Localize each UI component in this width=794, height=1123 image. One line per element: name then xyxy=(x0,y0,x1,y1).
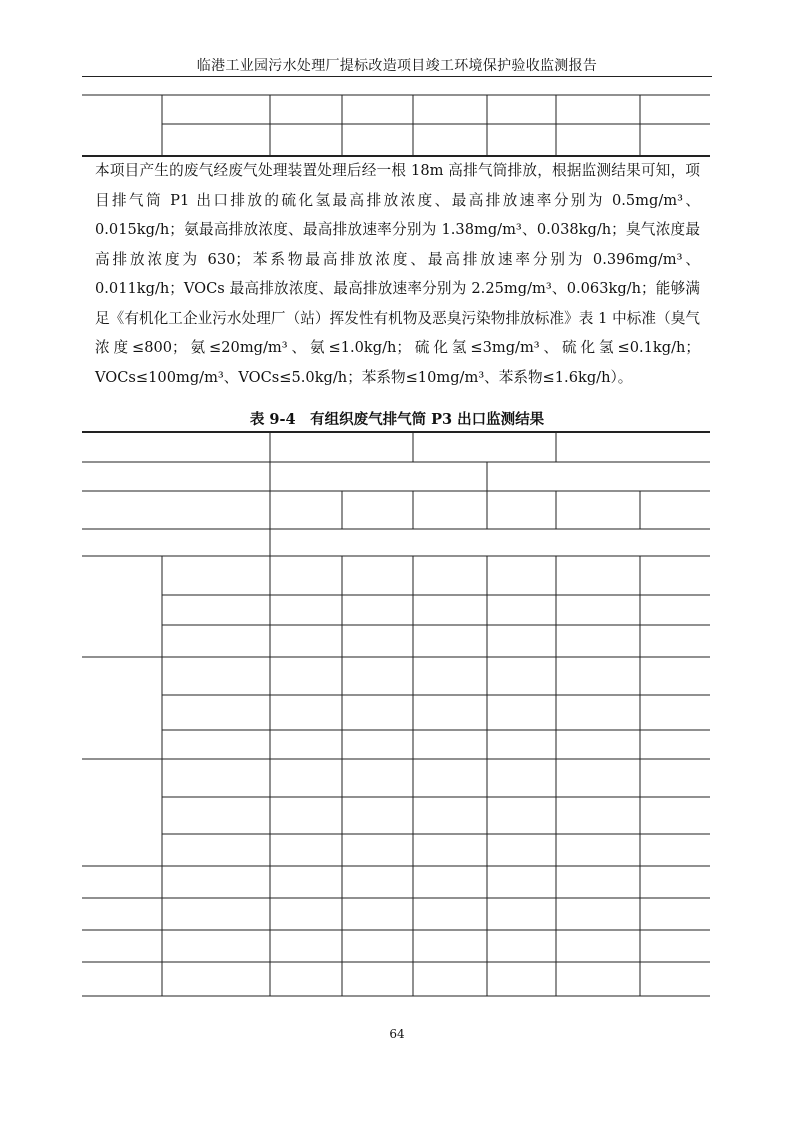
results-paragraph: 本项目产生的废气经废气处理装置处理后经一根 18m 高排气筒排放，根据监测结果可知，项目排气筒 P1 出口排放的硫化氢最高排放浓度、最高排放速率分别为 0.5mg/m³、0.015kg/h；氨最高排放浓度、最高排放速率分别为 1.38mg/m³、0.038kg/h；臭气浓度最高排放浓度为 630；苯系物最高排放浓度、最高排放速率分别为 0.396mg/m³、0.011kg/h；VOCs 最高排放浓度、最高排放速率分别为 2.25mg/m³、0.063kg/h；能够满足《有机化工企业污水处理厂（站）挥发性有机物及恶臭污染物排放标准》表 1 中标准（臭气浓度≤800；氨≤20mg/m³、氨≤1.0kg/h；硫化氢≤3mg/m³、硫化氢≤0.1kg/h；VOCs≤100mg/m³、VOCs≤5.0kg/h；苯系物≤10mg/m³、苯系物≤1.6kg/h）。 xyxy=(95,162,700,386)
table-caption: 表 9-4 有组织废气排气筒 P3 出口监测结果 xyxy=(249,411,545,428)
page-number: 64 xyxy=(389,1027,405,1041)
page-header-title: 临港工业园污水处理厂提标改造项目竣工环境保护验收监测报告 xyxy=(196,58,598,74)
